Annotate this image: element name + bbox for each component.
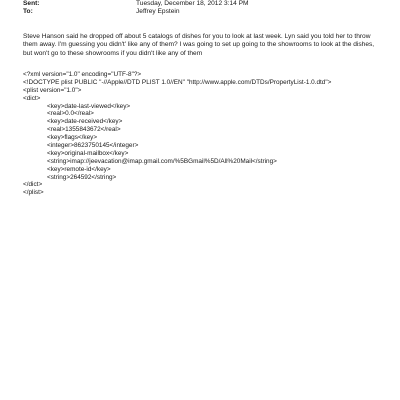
xml-key-line: <key>remote-id</key> [47, 165, 111, 173]
xml-key-line: <key>flags</key> [47, 134, 98, 142]
message-body [23, 33, 383, 58]
xml-plist-open-line: <plist version="1.0"> [23, 86, 82, 94]
xml-key-line: <key>date-last-viewed</key> [47, 102, 131, 110]
to-value: Jeffrey Epstein [136, 8, 180, 15]
xml-plist-block [23, 71, 393, 197]
xml-key-line: <key>date-received</key> [47, 118, 123, 126]
xml-key-line: <key>original-mailbox</key> [47, 149, 129, 157]
xml-value-line: <integer>8623750145</integer> [47, 142, 139, 150]
xml-value-line: <real>1355843672</real> [47, 126, 121, 134]
xml-plist-close-line: </plist> [23, 189, 44, 197]
xml-declaration-line: <?xml version="1.0" encoding="UTF-8"?> [23, 71, 142, 78]
xml-dict-open-line: <dict> [23, 94, 41, 102]
xml-value-line: <real>0.0</real> [47, 110, 94, 118]
xml-value-line: <string>imap://jeevacation@imap.gmail.com/%5BGmail%5D/All%20Mail</string> [47, 157, 277, 165]
message-paragraph: Steve Hanson said he dropped off about 5 catalogs of dishes for you to look at last week. Lyn said you told her to throw them away. I'm guessing you didn't' like any of them? I was going to set up going to the showrooms to look at the dishes, but won't go to these showrooms if you didn't like any of them [23, 33, 375, 57]
sent-value: Tuesday, December 18, 2012 3:14 PM [136, 0, 249, 7]
xml-dict-close-line: </dict> [23, 181, 43, 189]
xml-doctype-line: <!DOCTYPE plist PUBLIC "-//Apple//DTD PLIST 1.0//EN" "http://www.apple.com/DTDs/PropertyList-1.0.dtd"> [23, 78, 332, 86]
xml-value-line: <string>264592</string> [47, 173, 117, 181]
to-label: To: [23, 8, 33, 15]
sent-label: Sent: [23, 0, 40, 7]
